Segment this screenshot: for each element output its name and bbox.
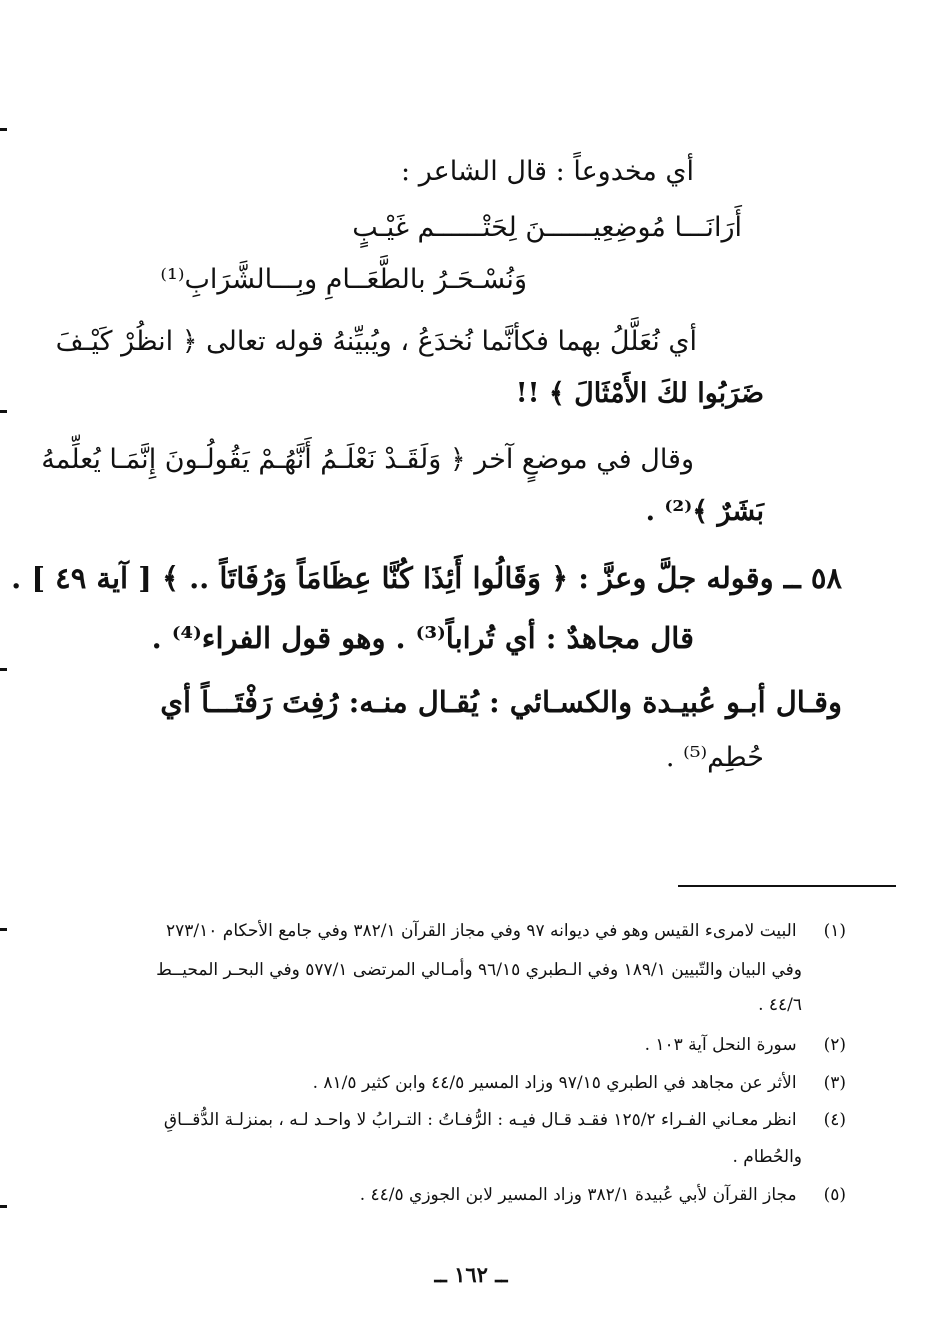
paragraph-line: وقال في موضعٍ آخر ﴿ وَلَقَـدْ نَعْلَـمُ أَنَّهُـمْ يَقُولُـونَ إِنَّمَـا يُعلِّمهُ [41, 444, 694, 475]
footnote-line: والحُطام . [732, 1147, 802, 1167]
paragraph-line: قال مجاهدٌ : أي تُراباً⁽³⁾ . وهو قول الفراء⁽⁴⁾ . [151, 621, 694, 655]
footnote-text: انظر معـاني الفـراء ١٢٥/٢ فقـد قـال فيـه : الرُّفـاتُ : التـرابُ لا واحـد لـه ، بمنزلـة الدُّقــاقِ [163, 1110, 797, 1130]
footnote-number: (٣) [823, 1073, 846, 1093]
footnote-line: وفي البيان والتّبيين ١٨٩/١ وفي الـطبري ٩٦/١٥ وأمـالي المرتضى ٥٧٧/١ وفي البحـر المحيــط [156, 960, 802, 980]
footnote-line: ٤٤/٦ . [758, 995, 802, 1015]
scan-edge-mark [0, 128, 7, 131]
scan-edge-mark [0, 1205, 7, 1208]
footnote-line [360, 1182, 846, 1208]
footnote-separator [678, 885, 896, 887]
footnote-number: (٢) [823, 1035, 846, 1055]
paragraph-line: حُطِم⁽⁵⁾ . [665, 742, 764, 773]
scan-edge-mark [0, 410, 7, 413]
footnote-text: الأثر عن مجاهد في الطبري ٩٧/١٥ وزاد المسير ٤٤/٥ وابن كثير ٨١/٥ . [312, 1073, 797, 1093]
footnote-line [313, 1070, 846, 1096]
poem-verse: وَنُسْـحَـرُ بالطَّعَــامِ وبِـــالشَّرَابِ⁽¹⁾ [160, 264, 527, 295]
paragraph-line: بَشَرٌ ﴾⁽²⁾ . [645, 496, 764, 527]
footnote-line [166, 918, 846, 944]
text-line: أي مخدوعاً : قال الشاعر : [401, 156, 694, 187]
footnote-number: (٥) [823, 1185, 846, 1205]
paragraph-line: أي نُعَلَّلُ بهما فكأنَّما نُخدَعُ ، ويُبيِّنهُ قوله تعالى ﴿ انظُرْ كَيْـفَ [55, 326, 697, 357]
scan-edge-mark [0, 668, 7, 671]
scan-edge-mark [0, 928, 7, 931]
footnote-text: سورة النحل آية ١٠٣ . [644, 1035, 797, 1055]
footnote-number: (١) [823, 921, 846, 941]
page-number: ــ ١٦٢ ــ [434, 1262, 508, 1287]
footnote-line [164, 1107, 846, 1133]
paragraph-line: وقـال أبـو عُبيـدة والكسـائي : يُقـال منـه: رُفِتَ رَفْتَـــاً أي [160, 685, 842, 719]
footnote-text: البيت لامرىء القيس وهو في ديوانه ٩٧ وفي مجاز القرآن ٣٨٢/١ وفي جامع الأحكام ٢٧٣/١٠ [166, 921, 797, 941]
paragraph-line: ضَرَبُوا لكَ الأَمْثَالَ ﴾ !! [515, 378, 764, 409]
footnote-line [645, 1032, 846, 1058]
footnote-number: (٤) [823, 1110, 846, 1130]
footnote-text: مجاز القرآن لأبي عُبيدة ٣٨٢/١ وزاد المسير لابن الجوزي ٤٤/٥ . [359, 1185, 797, 1205]
poem-verse: أَرَانَـــا مُوضِعِيــــــنَ لِحَتْــــــم غَيْـبٍ [352, 212, 742, 243]
verse-heading: ٥٨ ــ وقوله جلَّ وعزَّ : ﴿ وَقَالُوا أَئِذَا كُنَّا عِظَامَاً وَرُفَاتَاً .. ﴾ [ آية ٤٩ ] . [11, 561, 842, 595]
